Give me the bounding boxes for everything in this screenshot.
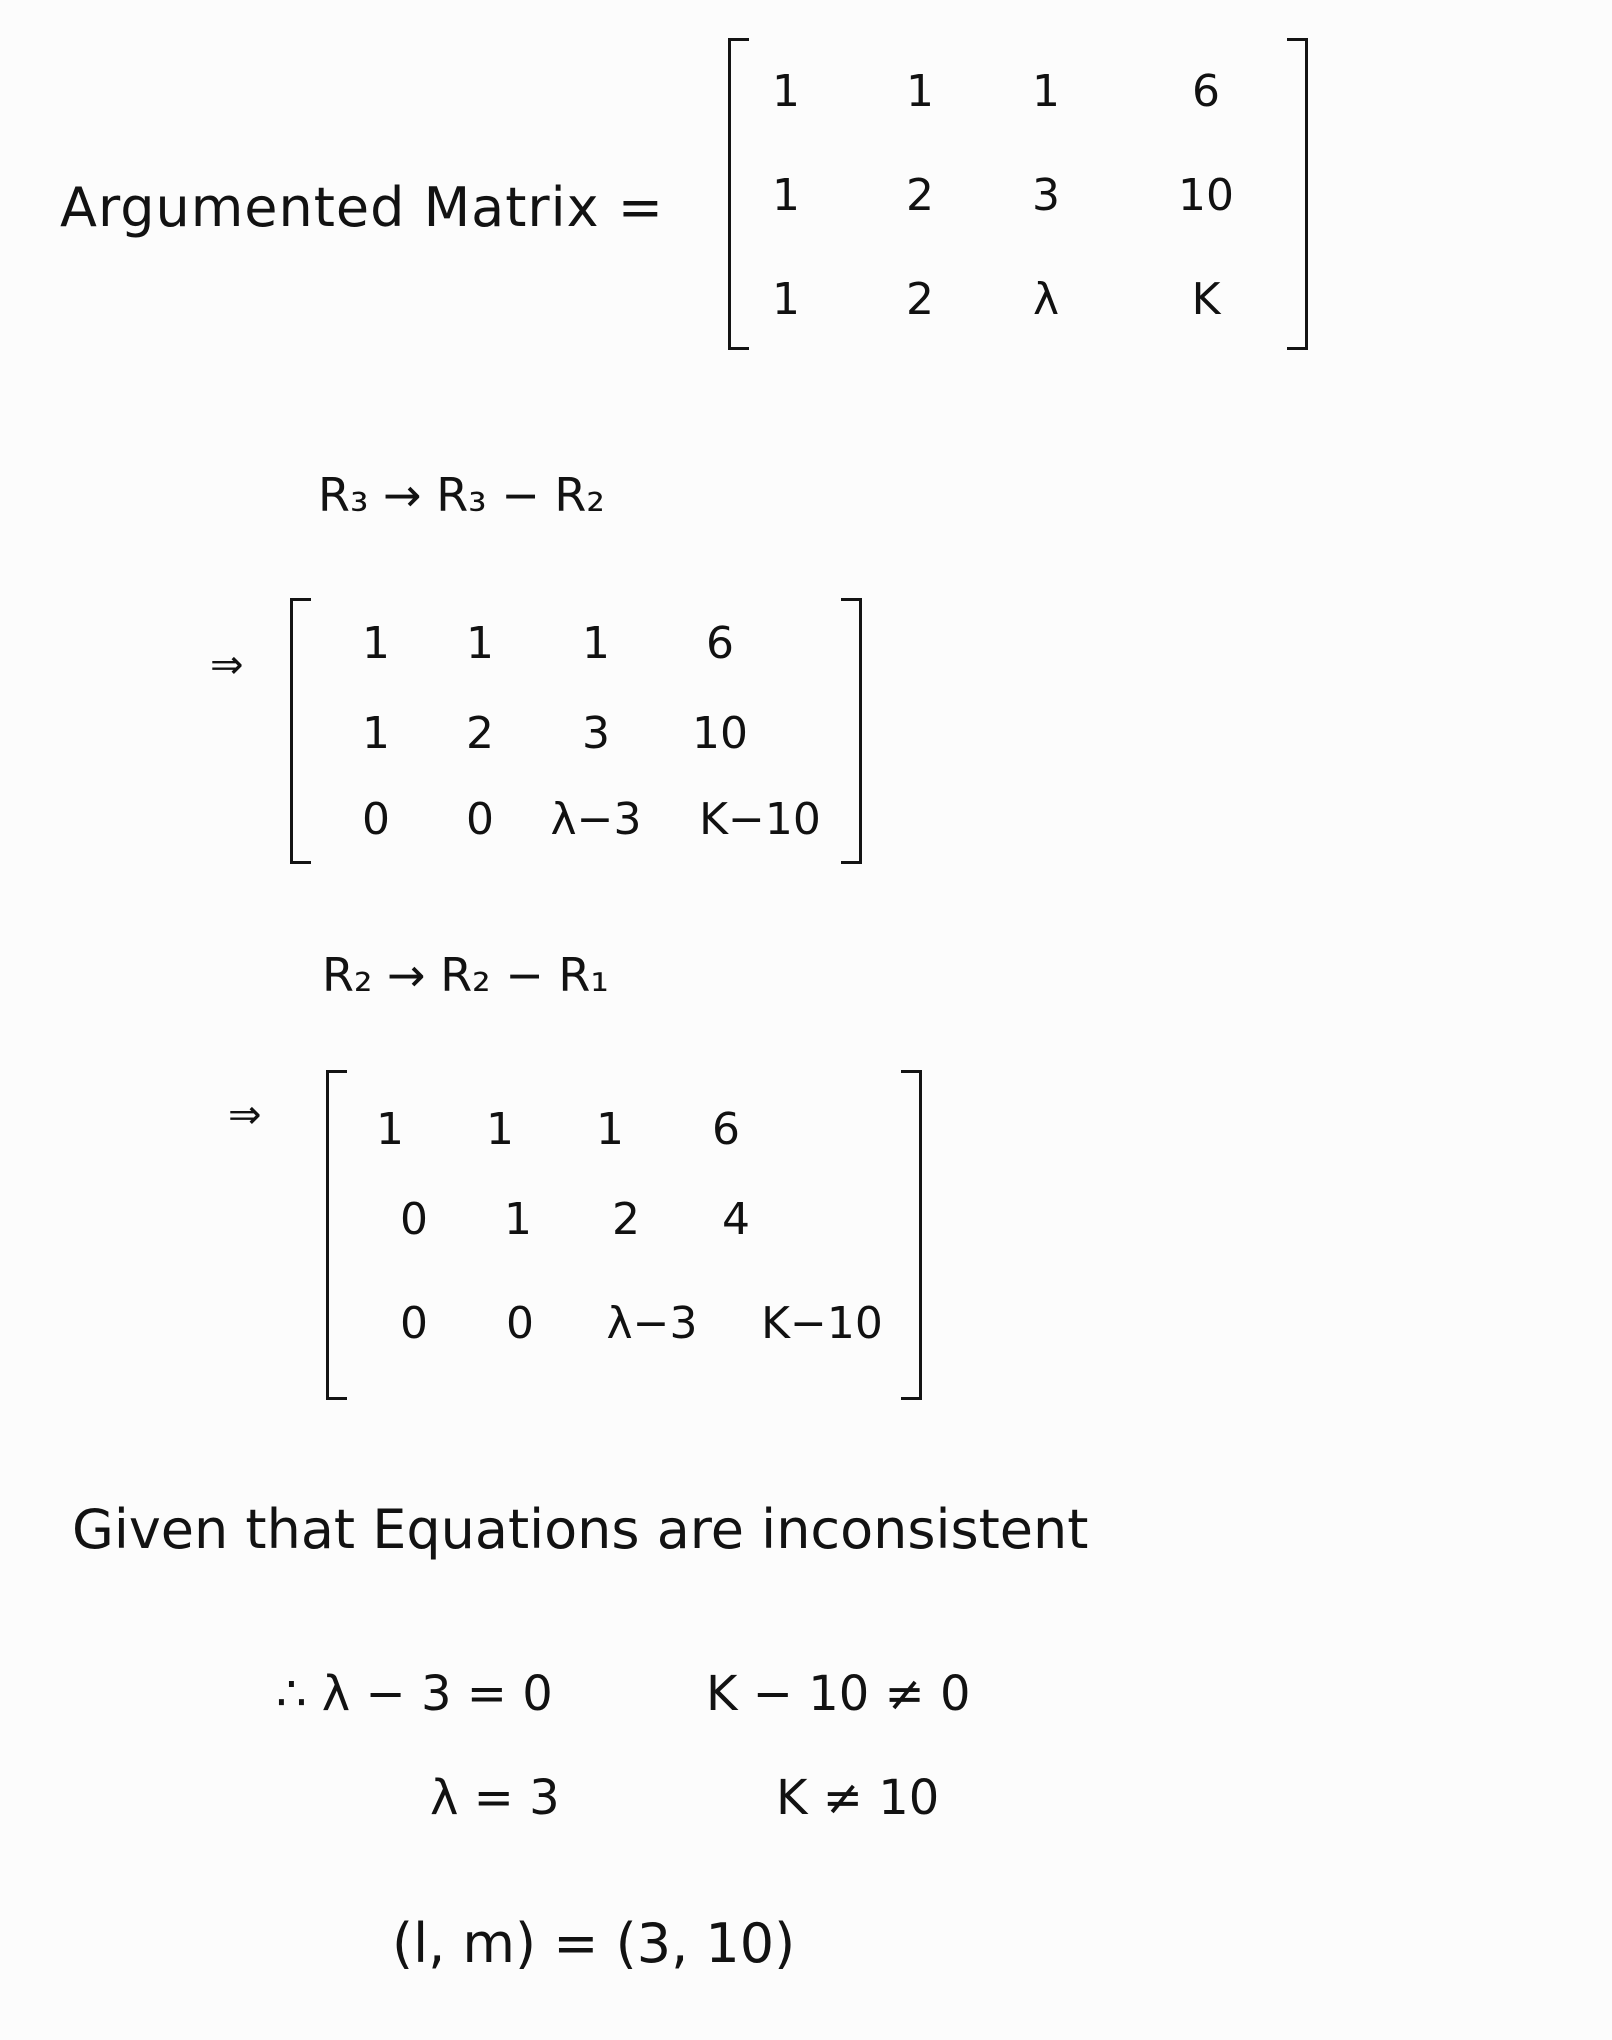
implies-symbol: ⇒ (210, 642, 244, 688)
right-bracket (901, 1070, 922, 1400)
given-statement: Given that Equations are inconsistent (72, 1498, 1089, 1561)
matrix-cell: 1 (596, 1104, 624, 1155)
lambda-result: λ = 3 (430, 1770, 560, 1826)
matrix-cell: 1 (362, 618, 390, 669)
implies-symbol: ⇒ (228, 1092, 262, 1138)
matrix-cell: 6 (1192, 66, 1220, 117)
matrix-cell: 2 (906, 170, 934, 221)
reduced-matrix-1 (290, 598, 862, 864)
matrix-cell: K (1191, 274, 1221, 325)
matrix-cell: 0 (400, 1298, 428, 1349)
matrix-cell: 1 (486, 1104, 514, 1155)
matrix-cell: 1 (376, 1104, 404, 1155)
matrix-cell: 0 (362, 794, 390, 845)
augmented-matrix (728, 38, 1308, 350)
condition-k-inequation: K − 10 ≠ 0 (706, 1666, 971, 1722)
matrix-cell: 1 (1032, 66, 1060, 117)
matrix-cell: 4 (722, 1194, 750, 1245)
matrix-cell: 0 (400, 1194, 428, 1245)
matrix-cell: 1 (504, 1194, 532, 1245)
left-bracket (290, 598, 311, 864)
final-answer: (l, m) = (3, 10) (392, 1912, 796, 1975)
matrix-cell: 1 (362, 708, 390, 759)
augmented-matrix-label: Argumented Matrix = (60, 176, 665, 239)
matrix-cell: K−10 (699, 794, 821, 845)
matrix-cell: 10 (1178, 170, 1234, 221)
matrix-cell: 1 (772, 170, 800, 221)
matrix-cell: 3 (582, 708, 610, 759)
matrix-cell: 2 (906, 274, 934, 325)
matrix-cell: 1 (772, 66, 800, 117)
condition-lambda-equation: ∴ λ − 3 = 0 (276, 1666, 553, 1722)
reduced-matrix-2 (326, 1070, 922, 1400)
matrix-cell: 6 (712, 1104, 740, 1155)
row-operation-2: R₂ → R₂ − R₁ (322, 948, 609, 1002)
row-operation-1: R₃ → R₃ − R₂ (318, 468, 605, 522)
matrix-cell: 0 (466, 794, 494, 845)
left-bracket (728, 38, 749, 350)
matrix-cell: 2 (612, 1194, 640, 1245)
matrix-cell: λ (1032, 274, 1060, 325)
right-bracket (1287, 38, 1308, 350)
left-bracket (326, 1070, 347, 1400)
right-bracket (841, 598, 862, 864)
matrix-cell: 1 (582, 618, 610, 669)
matrix-cell: 0 (506, 1298, 534, 1349)
matrix-cell: λ−3 (606, 1298, 698, 1349)
matrix-cell: K−10 (761, 1298, 883, 1349)
k-result: K ≠ 10 (776, 1770, 940, 1826)
matrix-cell: 3 (1032, 170, 1060, 221)
matrix-cell: 6 (706, 618, 734, 669)
matrix-cell: 1 (906, 66, 934, 117)
matrix-cell: 10 (692, 708, 748, 759)
matrix-cell: λ−3 (550, 794, 642, 845)
matrix-cell: 2 (466, 708, 494, 759)
matrix-cell: 1 (772, 274, 800, 325)
matrix-cell: 1 (466, 618, 494, 669)
